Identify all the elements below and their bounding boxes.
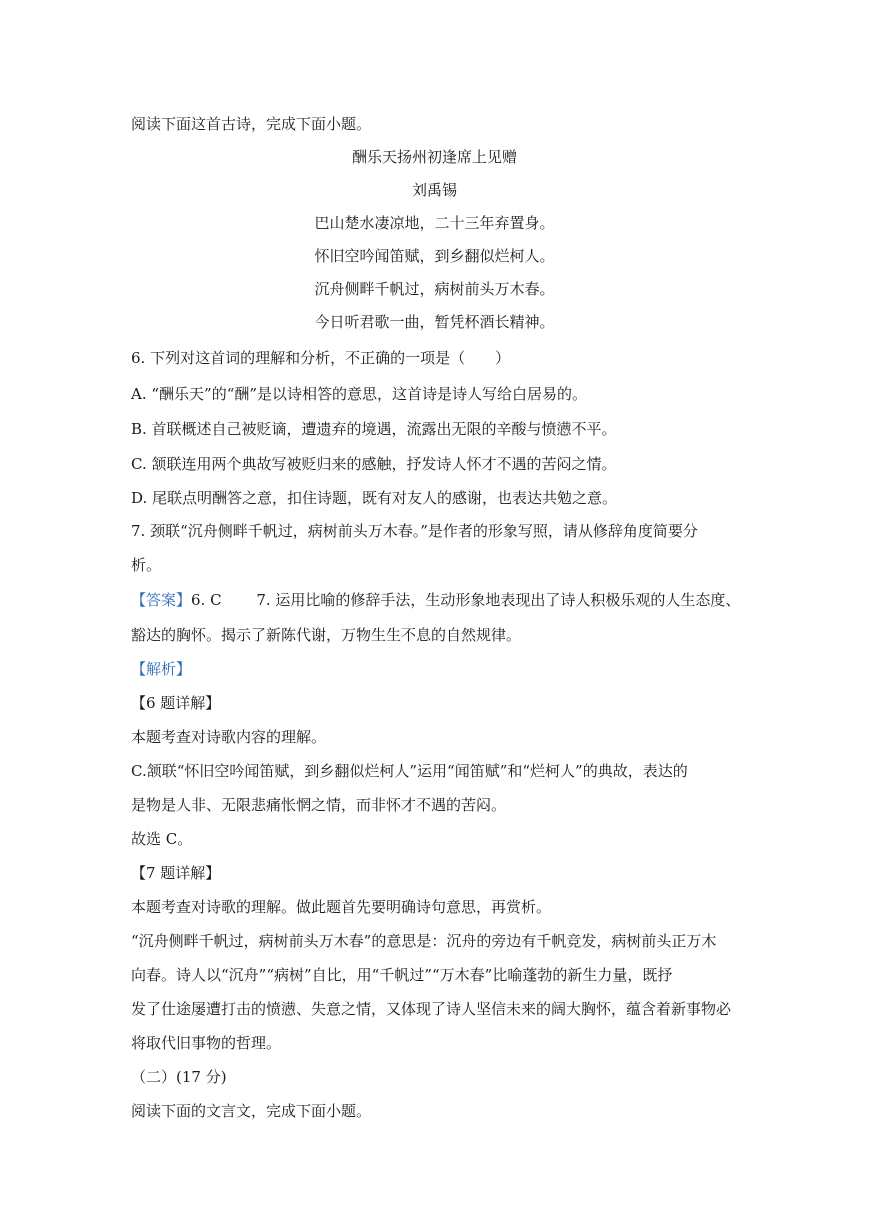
answer-tag: 【答案】 (131, 591, 192, 609)
poem-line-3: 沉舟侧畔千帆过，病树前头万木春。 (314, 280, 555, 298)
poem-author: 刘禹锡 (411, 181, 457, 199)
question-6-option-b: B. 首联概述自己被贬谪，遭遗弃的境遇，流露出无限的辛酸与愤懑不平。 (131, 420, 617, 438)
q7-detail-line-2: “沉舟侧畔千帆过，病树前头万木春”的意思是：沉舟的旁边有千帆竞发，病树前头正万木 (131, 932, 717, 950)
section-2-title: （二）(17 分) (131, 1068, 227, 1086)
question-6-option-d: D. 尾联点明酬答之意，扣住诗题，既有对友人的感谢，也表达共勉之意。 (131, 489, 618, 507)
question-6-option-c: C. 颔联连用两个典故写被贬归来的感触，抒发诗人怀才不遇的苦闷之情。 (131, 455, 617, 473)
q6-detail-line-1: 本题考查对诗歌内容的理解。 (131, 728, 327, 746)
q6-detail-line-4: 故选 C。 (131, 830, 193, 848)
section-2-intro: 阅读下面的文言文，完成下面小题。 (131, 1102, 372, 1120)
question-6-option-a: A. “酬乐天”的“酬”是以诗相答的意思，这首诗是诗人写给白居易的。 (131, 385, 588, 403)
poem-title: 酬乐天扬州初逢席上见赠 (351, 148, 517, 166)
poem-line-4: 今日听君歌一曲，暂凭杯酒长精神。 (314, 313, 555, 331)
answer-line-1 (131, 590, 751, 610)
q6-detail-line-2: C.颔联“怀旧空吟闻笛赋，到乡翻似烂柯人”运用“闻笛赋”和“烂柯人”的典故，表达的 (131, 762, 688, 780)
intro-text: 阅读下面这首古诗，完成下面小题。 (131, 115, 372, 133)
q7-detail-line-1: 本题考查对诗歌的理解。做此题首先要明确诗句意思，再赏析。 (131, 898, 552, 916)
question-6-stem: 6. 下列对这首词的理解和分析，不正确的一项是（ ） (131, 349, 511, 367)
answer-text-1: 6. C 7. 运用比喻的修辞手法，生动形象地表现出了诗人积极乐观的人生态度、 (191, 591, 741, 609)
q7-detail-line-5: 将取代旧事物的哲理。 (131, 1034, 282, 1052)
poem-line-2: 怀旧空吟闻笛赋，到乡翻似烂柯人。 (314, 247, 555, 265)
q6-detail-line-3: 是物是人非、无限悲痛怅惘之情，而非怀才不遇的苦闷。 (131, 796, 507, 814)
q7-detail-heading: 【7 题详解】 (131, 864, 221, 882)
q7-detail-line-4: 发了仕途屡遭打击的愤懑、失意之情，又体现了诗人坚信未来的阔大胸怀，蕴含着新事物必 (131, 1000, 732, 1018)
answer-line-2: 豁达的胸怀。揭示了新陈代谢，万物生生不息的自然规律。 (131, 626, 522, 644)
question-7-line-2: 析。 (131, 556, 162, 574)
poem-line-1: 巴山楚水凄凉地，二十三年弃置身。 (314, 214, 555, 232)
question-7-line-1: 7. 颈联“沉舟侧畔千帆过，病树前头万木春。”是作者的形象写照，请从修辞角度简要分 (131, 522, 698, 540)
q7-detail-line-3: 向春。诗人以“沉舟”“病树”自比，用“千帆过”“万木春”比喻蓬勃的新生力量，既抒 (131, 966, 673, 984)
q6-detail-heading: 【6 题详解】 (131, 694, 221, 712)
analysis-tag: 【解析】 (131, 660, 192, 678)
